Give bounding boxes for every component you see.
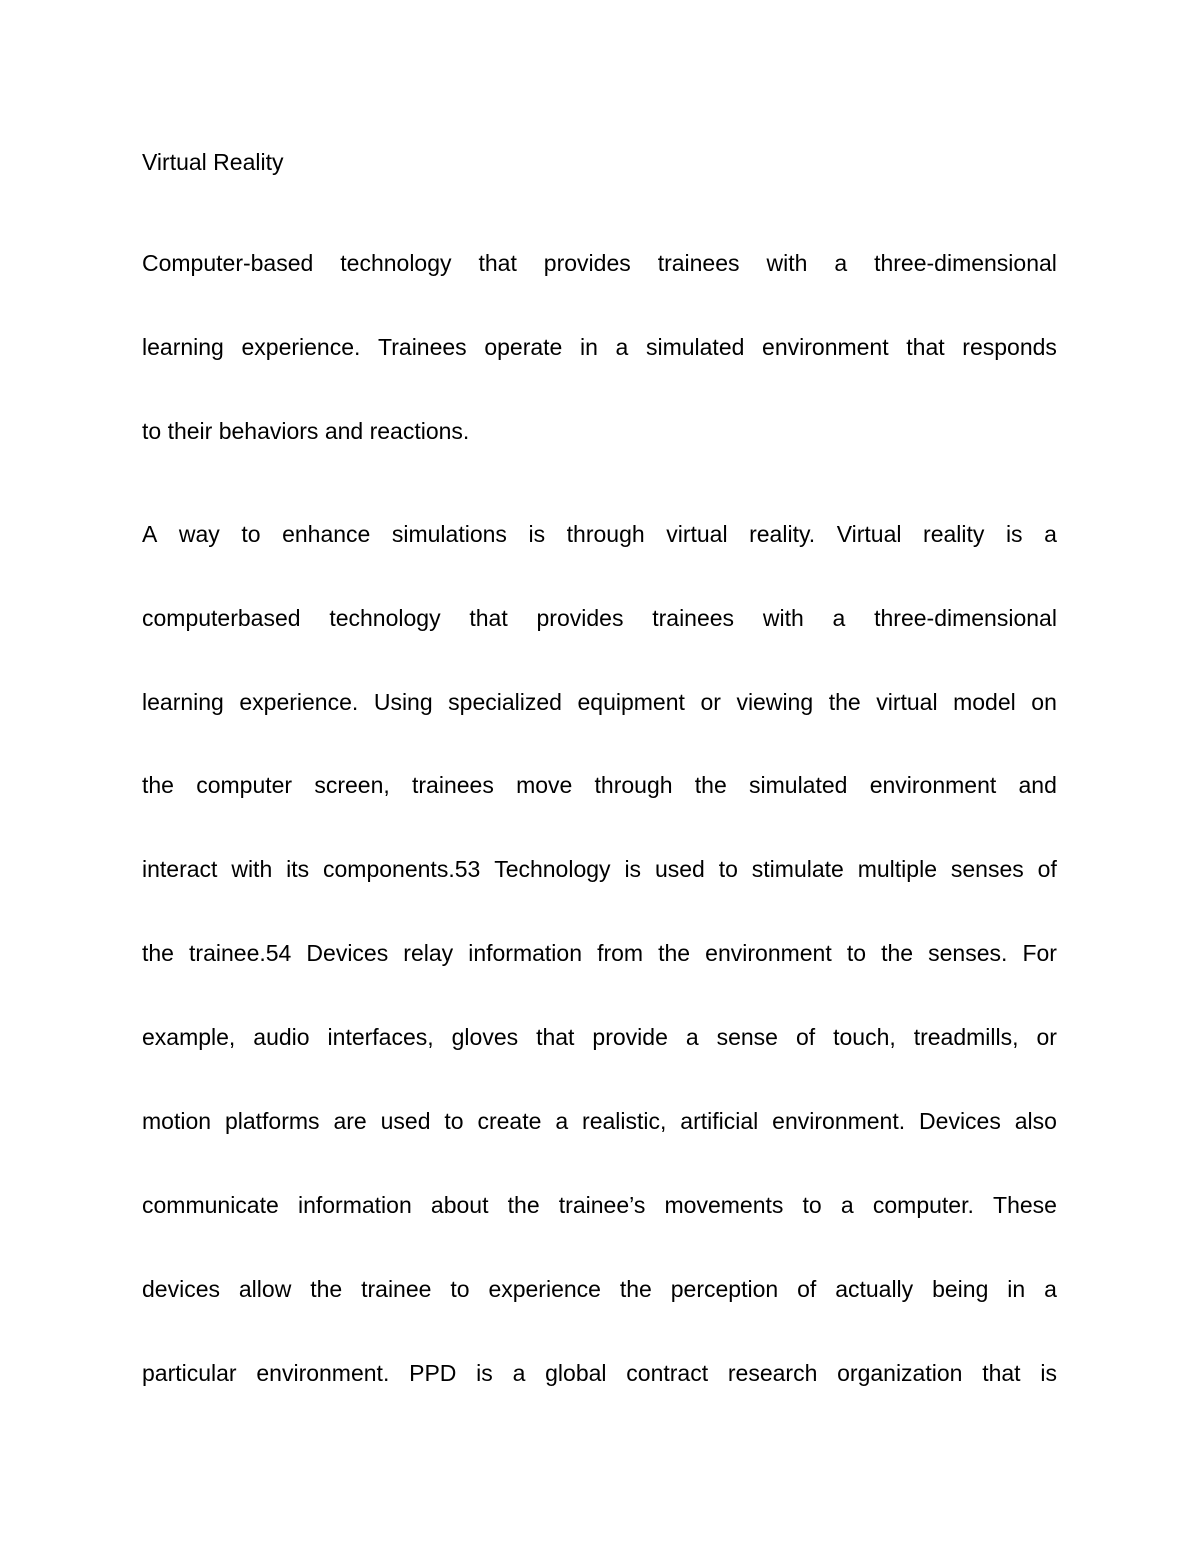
word: three-dimensional <box>874 250 1057 276</box>
word: and <box>1018 772 1057 798</box>
word: For <box>1022 940 1057 966</box>
word: the <box>828 689 861 715</box>
word: senses. <box>928 940 1008 966</box>
word: artificial <box>680 1108 759 1134</box>
word: environment <box>705 940 832 966</box>
word: about <box>430 1192 489 1218</box>
word: from <box>597 940 644 966</box>
word: that <box>536 1024 575 1050</box>
paragraph-2-line-9 <box>142 1185 1057 1225</box>
word: provides <box>543 250 631 276</box>
word: virtual <box>876 689 938 715</box>
word: simulations <box>391 521 507 547</box>
word: specialized <box>448 689 562 715</box>
word: is <box>1040 1360 1057 1386</box>
word: a <box>834 250 848 276</box>
word: of <box>1037 856 1057 882</box>
paragraph-2-line-6 <box>142 933 1057 973</box>
word: environment <box>762 334 889 360</box>
word: These <box>993 1192 1057 1218</box>
word: a <box>840 1192 854 1218</box>
word: provide <box>592 1024 668 1050</box>
word: research <box>727 1360 818 1386</box>
word: trainee’s <box>558 1192 646 1218</box>
word: are <box>333 1108 367 1134</box>
paragraph-2-line-3 <box>142 682 1057 722</box>
word: three-dimensional <box>874 605 1057 631</box>
word: A <box>142 521 158 547</box>
word: Computer-based <box>142 250 314 276</box>
word: the <box>507 1192 540 1218</box>
paragraph-2-line-8 <box>142 1101 1057 1141</box>
word: the <box>658 940 691 966</box>
word: a <box>832 605 846 631</box>
word: experience. <box>241 334 361 360</box>
word: of <box>797 1276 817 1302</box>
word: the <box>619 1276 652 1302</box>
paragraph-1-line-2 <box>142 327 1057 367</box>
word: the <box>142 940 174 966</box>
word: or <box>1036 1024 1057 1050</box>
paragraph-2-line-11 <box>142 1353 1057 1393</box>
word: technology <box>340 250 452 276</box>
word: learning <box>142 689 224 715</box>
word: organization <box>837 1360 963 1386</box>
word: multiple <box>857 856 937 882</box>
word: to <box>241 521 261 547</box>
word: simulated <box>645 334 745 360</box>
word: to <box>444 1108 464 1134</box>
word: trainee.54 <box>189 940 292 966</box>
word: technology <box>329 605 441 631</box>
paragraph-2-line-10 <box>142 1269 1057 1309</box>
word: trainees <box>412 772 494 798</box>
word: experience <box>488 1276 601 1302</box>
word: a <box>685 1024 699 1050</box>
paragraph-2-line-1 <box>142 514 1057 554</box>
word: is <box>624 856 642 882</box>
word: enhance <box>282 521 371 547</box>
word: being <box>932 1276 989 1302</box>
word: senses <box>950 856 1024 882</box>
word: simulated <box>749 772 848 798</box>
word: on <box>1031 689 1057 715</box>
word: contract <box>626 1360 709 1386</box>
word: a <box>512 1360 526 1386</box>
word: a <box>1044 521 1057 547</box>
word: the <box>694 772 727 798</box>
word: computerbased <box>142 605 301 631</box>
word: audio <box>253 1024 310 1050</box>
word: used <box>380 1108 431 1134</box>
word: the <box>310 1276 343 1302</box>
document-heading: Virtual Reality <box>142 149 284 175</box>
word: Devices <box>919 1108 1001 1134</box>
word: with <box>231 856 273 882</box>
word: a <box>615 334 629 360</box>
word: model <box>953 689 1016 715</box>
word: responds <box>962 334 1057 360</box>
word: through <box>566 521 645 547</box>
word: computer <box>196 772 293 798</box>
word: to <box>846 940 866 966</box>
word: used <box>654 856 705 882</box>
word: Trainees <box>378 334 467 360</box>
paragraph-1-line-1 <box>142 243 1057 283</box>
word: is <box>528 521 546 547</box>
word: stimulate <box>751 856 844 882</box>
word: also <box>1014 1108 1057 1134</box>
word: interfaces, <box>327 1024 434 1050</box>
word: global <box>545 1360 607 1386</box>
paragraph-2-line-2 <box>142 598 1057 638</box>
word: equipment <box>577 689 685 715</box>
word: example, <box>142 1024 236 1050</box>
word: Technology <box>494 856 611 882</box>
word: move <box>516 772 573 798</box>
word: touch, <box>833 1024 896 1050</box>
word: reality <box>923 521 985 547</box>
word: to <box>450 1276 470 1302</box>
word: environment. <box>256 1360 390 1386</box>
paragraph-2-line-4 <box>142 765 1057 805</box>
word: is <box>476 1360 493 1386</box>
word: that <box>982 1360 1021 1386</box>
word: devices <box>142 1276 220 1302</box>
word: learning <box>142 334 224 360</box>
word: in <box>1007 1276 1026 1302</box>
word: sense <box>716 1024 778 1050</box>
word: information <box>468 940 582 966</box>
word: the <box>881 940 914 966</box>
word: in <box>579 334 598 360</box>
word: platforms <box>224 1108 320 1134</box>
word: environment. <box>772 1108 906 1134</box>
word: gloves <box>451 1024 519 1050</box>
word: PPD <box>409 1360 457 1386</box>
word: provides <box>536 605 624 631</box>
word: create <box>477 1108 542 1134</box>
word: computer. <box>872 1192 974 1218</box>
word: components.53 <box>323 856 481 882</box>
word: interact <box>142 856 218 882</box>
word: realistic, <box>582 1108 667 1134</box>
word: with <box>762 605 804 631</box>
word: that <box>478 250 517 276</box>
word: to <box>718 856 738 882</box>
word: through <box>594 772 673 798</box>
word: viewing <box>736 689 814 715</box>
paragraph-2-line-7 <box>142 1017 1057 1057</box>
word: screen, <box>314 772 390 798</box>
word: trainee <box>361 1276 432 1302</box>
paragraph-1-line-3: to their behaviors and reactions. <box>142 418 470 444</box>
word: motion <box>142 1108 212 1134</box>
paragraph-2-line-5 <box>142 849 1057 889</box>
word: virtual <box>666 521 728 547</box>
word: is <box>1005 521 1023 547</box>
word: to <box>802 1192 822 1218</box>
word: a <box>555 1108 569 1134</box>
word: Devices <box>306 940 389 966</box>
word: treadmills, <box>913 1024 1019 1050</box>
word: communicate <box>142 1192 279 1218</box>
word: operate <box>484 334 563 360</box>
word: with <box>766 250 808 276</box>
word: experience. <box>239 689 359 715</box>
word: Virtual <box>836 521 902 547</box>
word: allow <box>238 1276 292 1302</box>
word: relay <box>403 940 454 966</box>
word: a <box>1044 1276 1057 1302</box>
word: that <box>469 605 508 631</box>
word: or <box>700 689 721 715</box>
word: actually <box>835 1276 914 1302</box>
word: the <box>142 772 174 798</box>
word: perception <box>670 1276 779 1302</box>
word: its <box>286 856 310 882</box>
word: movements <box>664 1192 784 1218</box>
word: particular <box>142 1360 237 1386</box>
word: that <box>906 334 945 360</box>
word: trainees <box>652 605 735 631</box>
word: Using <box>373 689 433 715</box>
word: trainees <box>657 250 740 276</box>
word: way <box>178 521 220 547</box>
word: environment <box>869 772 997 798</box>
word: information <box>297 1192 412 1218</box>
word: reality. <box>749 521 816 547</box>
word: of <box>795 1024 816 1050</box>
